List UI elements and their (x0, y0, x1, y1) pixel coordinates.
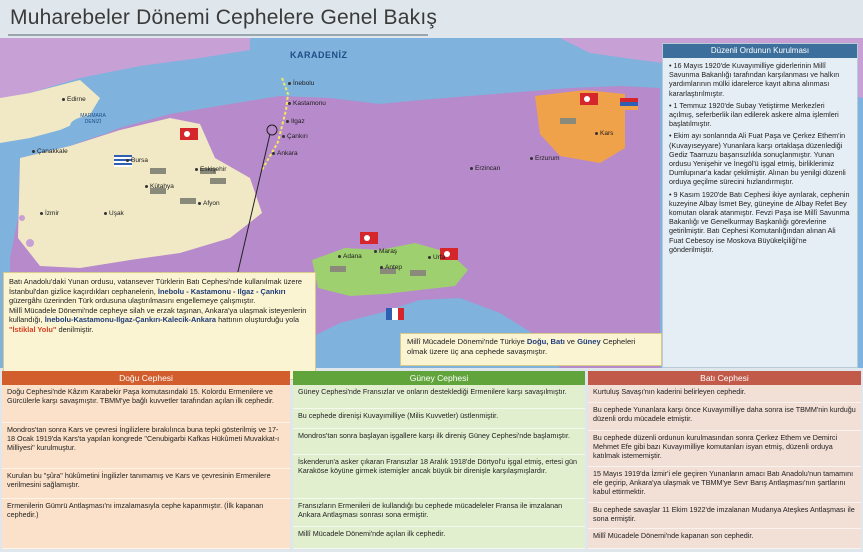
east-front-item: Doğu Cephesi'nde Kâzım Karabekir Paşa komutasındaki 15. Kolordu Ermenilere ve Gürcülerle karşı savaşmıştır. TBMM'ye bağlı kuvvetler tarafından açılan ilk cephedir. (2, 385, 290, 423)
city-eskisehir: Eskişehir (195, 166, 226, 173)
east-front-item: Kurulan bu "şûra" hükûmetini İngilizler tanımamış ve Kars ve çevresinin Ermenilere verilmesini sağlamıştır. (2, 469, 290, 499)
city-erzincan: Erzincan (470, 165, 500, 172)
city-izmir: İzmir (40, 210, 59, 217)
south-front-item: Bu cephede direnişi Kuvayımilliye (Milis Kuvvetler) üstlenmiştir. (293, 409, 585, 429)
east-front-column (2, 371, 290, 549)
regular-army-body (663, 58, 857, 260)
regular-army-panel (662, 43, 858, 368)
city-edirne: Edirne (62, 96, 86, 103)
west-front-item: 15 Mayıs 1919'da İzmir'i ele geçiren Yunanların amacı Batı Anadolu'nun tamamını ele geçirip, Ankara'ya ulaşmak ve TBMM'ye Sevr Barış Antlaşması'nın şartlarını kabul ettirmektir. (588, 467, 861, 503)
west-front-item: Bu cephede Yunanlara karşı önce Kuvayımilliye daha sonra ise TBMM'nin kurduğu düzenli ordu mücadele etmiştir. (588, 403, 861, 431)
east-front-item: Mondros'tan sonra Kars ve çevresi İngilizlere bırakılınca buna tepki gösterilmiş ve 17-18 Ocak 1919'da Kars'ta yapılan kongrede "Cenubigarbi Kafkas Hükûmeti Muvakkat-ı Milliyesi" kurulmuştur. (2, 423, 290, 469)
city-ilgaz: Ilgaz (286, 118, 305, 125)
turkish-flag (180, 128, 198, 140)
regular-army-item: • 1 Temmuz 1920'de Subay Yetiştirme Merkezleri açılmış, seferberlik ilan edilerek askere alma işlemleri başlatılmıştır. (669, 100, 839, 129)
black-sea-label: KARADENİZ (290, 50, 348, 60)
city-kastamonu: Kastamonu (288, 100, 326, 107)
south-front-header: Güney Cephesi (293, 371, 585, 385)
south-front-item: İskenderun'a asker çıkaran Fransızlar 18 Aralık 1918'de Dörtyol'u işgal etmiş, ertesi gün Karaköse köyüne girmek istemişler ancak büyük bir direnişle karşılaşmışlardır. (293, 455, 585, 499)
city-adana: Adana (338, 253, 362, 260)
city-cankiri: Çankırı (282, 133, 308, 140)
city-bursa: Bursa (126, 157, 148, 164)
aegean-island (19, 215, 25, 221)
east-front-item: Ermenilerin Gümrü Antlaşması'nı imzalamasıyla cephe kapanmıştır. (İlk kapanan cephedir.) (2, 499, 290, 549)
west-front-item: Bu cephede savaşlar 11 Ekim 1922'de imzalanan Mudanya Ateşkes Antlaşması ile sona ermiştir. (588, 503, 861, 529)
title-underline (8, 34, 428, 36)
three-fronts-callout: Millî Mücadele Dönemi'nde Türkiye Doğu, Batı ve Güney Cepheleri olmak üzere üç ana cephede savaşmıştır. (400, 333, 662, 366)
regular-army-item: • 9 Kasım 1920'de Batı Cephesi ikiye ayrılarak, cephenin kuzeyine Albay İsmet Bey, güneyine de Albay Refet Bey komutan olarak atanmıştır. Fevzi Paşa ise Millî Savunma Bakanlığı ve Genelkurmay Başkanlığı görevlerine getirilmiştir. Batı Cephesi Komutanlığından alınan Ali Fuat Cebesoy ise Moskova Büyükelçiliği'ne gönderilmiştir. (669, 189, 850, 254)
west-front-header: Batı Cephesi (588, 371, 861, 385)
aegean-island (26, 239, 34, 247)
east-front-header: Doğu Cephesi (2, 371, 290, 385)
south-front-column (293, 371, 585, 549)
south-front-item: Millî Mücadele Dönemi'nde açılan ilk cephedir. (293, 527, 585, 549)
regular-army-item: • Ekim ayı sonlarında Ali Fuat Paşa ve Çerkez Ethem'in (Kuvayıseyyare) Yunanlara karşı ortaklaşa düzenlediği Gediz Taarruzu başarısızlıkla sonuçlanmıştır. Yunan ordusu Yenişehir ve İnegöl'ü işgal etmiş, birliklerimiz Dumlupınar'a kadar çekilmiştir. Alınan bu yenilgi düzenli orduya geçilme sürecini hızlandırmıştır. (669, 131, 846, 187)
city-kars: Kars (595, 130, 613, 137)
city-kutahya: Kütahya (145, 183, 174, 190)
marmara-sea-label: MARMARA DENİZİ (80, 113, 106, 125)
city-erzurum: Erzurum (530, 155, 560, 162)
south-front-item: Mondros'tan sonra başlayan işgallere karşı ilk direniş Güney Cephesi'nde başlamıştır. (293, 429, 585, 455)
french-flag (386, 308, 404, 320)
page-title: Muharebeler Dönemi Cephelere Genel Bakış (10, 6, 438, 29)
armenian-flag (620, 98, 638, 110)
turkish-flag (580, 93, 598, 105)
west-front-item: Kurtuluş Savaşı'nın kaderini belirleyen cephedir. (588, 385, 861, 403)
city-canakkale: Çanakkale (32, 148, 68, 155)
regular-army-item: • 16 Mayıs 1920'de Kuvayımilliye giderlerinin Millî Savunma Bakanlığı tarafından karşılanması ve halkın yardımlarının mülki idarelerce kayıt altına alınması kararlaştırılmıştır. (669, 61, 840, 98)
west-front-column (588, 371, 861, 549)
city-afyon: Afyon (198, 200, 220, 207)
west-front-item: Millî Mücadele Dönemi'nde kapanan son cephedir. (588, 529, 861, 549)
city-inebolu: İnebolu (288, 80, 314, 87)
regular-army-header: Düzenli Ordunun Kurulması (663, 44, 857, 58)
city-maras: Maraş (374, 248, 397, 255)
south-front-item: Güney Cephesi'nde Fransızlar ve onların desteklediği Ermenilere karşı savaşılmıştır. (293, 385, 585, 409)
city-ankara: Ankara (272, 150, 298, 157)
south-front-item: Fransızların Ermenileri de kullandığı bu cephede mücadeleler Fransa ile imzalanan Ankara Antlaşması sonrası sona ermiştir. (293, 499, 585, 527)
fronts-columns (2, 371, 861, 549)
city-urfa: Urfa (428, 254, 445, 261)
turkish-flag (360, 232, 378, 244)
city-antep: Antep (380, 264, 402, 271)
city-usak: Uşak (104, 210, 124, 217)
west-front-item: Bu cephede düzenli ordunun kurulmasından sonra Çerkez Ethem ve Demirci Mehmet Efe gibi bazı Kuvayımilliye komutanları isyan etmiş, düzenli orduya katılmak istememiştir. (588, 431, 861, 467)
istiklal-road-callout: Batı Anadolu'daki Yunan ordusu, vatansever Türklerin Batı Cephesi'nde kullanılmak üzere İstanbul'dan gizlice kaçırdıkları cephanelerin, İnebolu - Kastamonu - Ilgaz - Çankırı güzergâhı üzerinden Türk ordusuna ulaştırılmasını engellemeye çalışmıştır. Millî Mücadele Dönemi'nde cepheye silah ve erzak taşınan, Ankara'ya ulaşmak isteyenlerin kullandığı, İnebolu-Kastamonu-Ilgaz-Çankırı-Kalecik-Ankara hattının oluşturduğu yola "İstiklal Yolu" denilmiştir. (3, 272, 316, 380)
